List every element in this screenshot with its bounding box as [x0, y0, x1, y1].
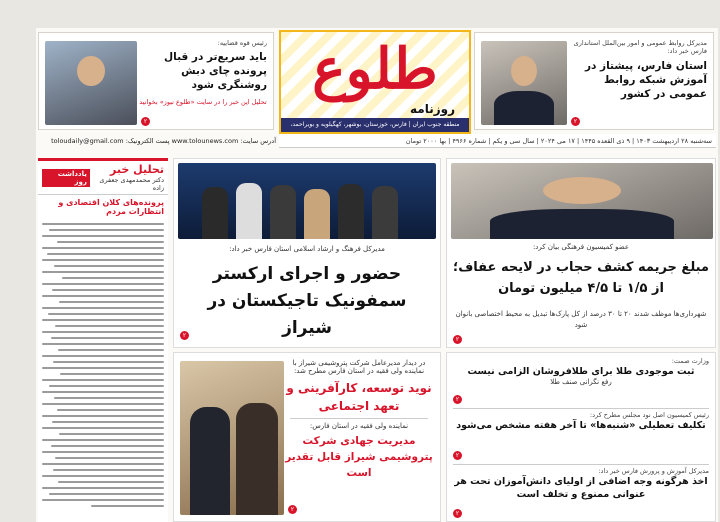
hijab-kicker: عضو کمیسیون فرهنگی بیان کرد: — [532, 243, 630, 251]
brief-gold-note: رفع نگرانی صنف طلا — [550, 378, 612, 386]
page-number-badge: ۲ — [453, 395, 462, 404]
editorial-header — [38, 161, 168, 195]
page-number-badge: ۲ — [141, 117, 150, 126]
editorial-body-text — [38, 223, 168, 507]
brief-gold-kicker: وزارت صمت: — [671, 357, 709, 365]
masthead — [279, 30, 471, 134]
promo-left-site-link[interactable]: تحلیل این خبر را در سایت «طلوع نیوز» بخوانید — [139, 98, 267, 106]
brief-saturday-kicker: رئیس کمیسیون اصل نود مجلس مطرح کرد: — [589, 411, 709, 419]
editorial-label: تحلیل خبر — [110, 163, 164, 176]
hijab-sub: شهرداری‌ها موظف شدند ۲۰ تا ۳۰ درصد از کل پارک‌ها تبدیل به محیط اختصاصی بانوان شود — [455, 310, 707, 329]
editorial-author: دکتر محمدمهدی جعفری زاده — [99, 176, 164, 192]
petrochemical-meeting-image — [180, 361, 284, 515]
brief-education[interactable] — [453, 467, 709, 501]
newspaper-subtitle: روزنامه — [410, 102, 455, 116]
page-number-badge: ۲ — [453, 509, 462, 518]
page-number-badge: ۲ — [453, 335, 462, 344]
cultural-commission-member-image — [451, 163, 713, 239]
briefs-box — [446, 352, 716, 522]
orchestra-headline: حضور و اجرای ارکستر سمفونیک تاجیکستان در شیراز — [207, 264, 407, 338]
orchestra-event-image — [178, 163, 436, 239]
masthead-region-line: منطقه جنوب ایران | فارس، خوزستان، بوشهر، کهگیلویه و بویراحمد، — [281, 118, 469, 132]
brief-education-title: اخذ هرگونه وجه اضافی از اولیای دانش‌آموزان تحت هر عنوانی ممنوع و تخلف است — [454, 476, 708, 500]
orchestra-kicker: مدیرکل فرهنگ و ارشاد اسلامی استان فارس خبر داد: — [229, 245, 385, 253]
petrochemical-kicker-2: نماینده ولی فقیه در استان فارس: — [309, 422, 409, 430]
promo-right-title: استان فارس، پیشتاز در آموزش شبکه روابط عمومی در کشور — [584, 60, 707, 100]
page-number-badge: ۲ — [571, 117, 580, 126]
promo-left[interactable] — [38, 32, 274, 130]
newspaper-front-page — [36, 28, 718, 522]
petrochemical-headline-2: مدیریت جهادی شرکت پتروشیمی شیراز قابل تقدیر است — [285, 435, 433, 479]
hijab-fine-story[interactable] — [446, 158, 716, 348]
editorial-column-label: یادداشت روز — [42, 169, 90, 187]
promo-left-kicker: رئیس قوه قضاییه: — [217, 39, 267, 47]
petrochemical-headline: نوید توسعه، کارآفرینی و تعهد اجتماعی — [286, 381, 432, 413]
promo-right[interactable] — [474, 32, 714, 130]
judiciary-chief-image — [45, 41, 137, 125]
brief-gold-title: ثبت موجودی طلا برای طلافروشان الزامی نیست — [467, 366, 695, 377]
brief-gold[interactable] — [453, 357, 709, 386]
newspaper-logo: طلوع — [312, 36, 438, 102]
middle-column — [173, 158, 441, 522]
page-number-badge: ۲ — [180, 331, 189, 340]
promo-right-kicker: مدیرکل روابط عمومی و امور بین‌الملل استانداری فارس خبر داد: — [573, 39, 707, 55]
petrochemical-story[interactable] — [173, 352, 441, 522]
top-band — [36, 28, 718, 152]
editorial-column — [38, 158, 168, 522]
page-number-badge: ۲ — [288, 505, 297, 514]
right-column — [446, 158, 716, 522]
page-number-badge: ۲ — [453, 451, 462, 460]
brief-saturday[interactable] — [453, 411, 709, 432]
petrochemical-kicker: در دیدار مدیرعامل شرکت پتروشیمی شیراز با نماینده ولی فقیه در استان فارس مطرح شد: — [292, 359, 426, 375]
official-portrait-image — [481, 41, 567, 125]
editorial-subtitle: پرونده‌های کلان اقتصادی و انتظارات مردم — [58, 198, 164, 216]
brief-education-kicker: مدیرکل آموزش و پرورش فارس خبر داد: — [598, 467, 709, 475]
brief-saturday-title: تکلیف تعطیلی «شنبه‌ها» تا آخر هفته مشخص می‌شود — [456, 420, 706, 431]
contact-bar: آدرس سایت: www.tolounews.com پست الکترونیک: toloudaily@gmail.com — [51, 137, 276, 145]
date-bar: سه‌شنبه ۲۸ اردیبهشت ۱۴۰۳ | ۹ ذی القعده ۱۴۴۵ | ۱۷ می ۲۰۲۴ | سال سی و یکم | شماره ۴۹۶۶ | بها ۲۰۰۰ تومان — [279, 134, 716, 148]
hijab-headline: مبلغ جریمه کشف حجاب در لایحه عفاف؛ از ۱/۵ تا ۴/۵ میلیون تومان — [453, 260, 709, 296]
promo-left-title: باید سریع‌تر در قبال پرونده چای دبش روشنگری شود — [164, 51, 267, 91]
orchestra-story[interactable] — [173, 158, 441, 348]
